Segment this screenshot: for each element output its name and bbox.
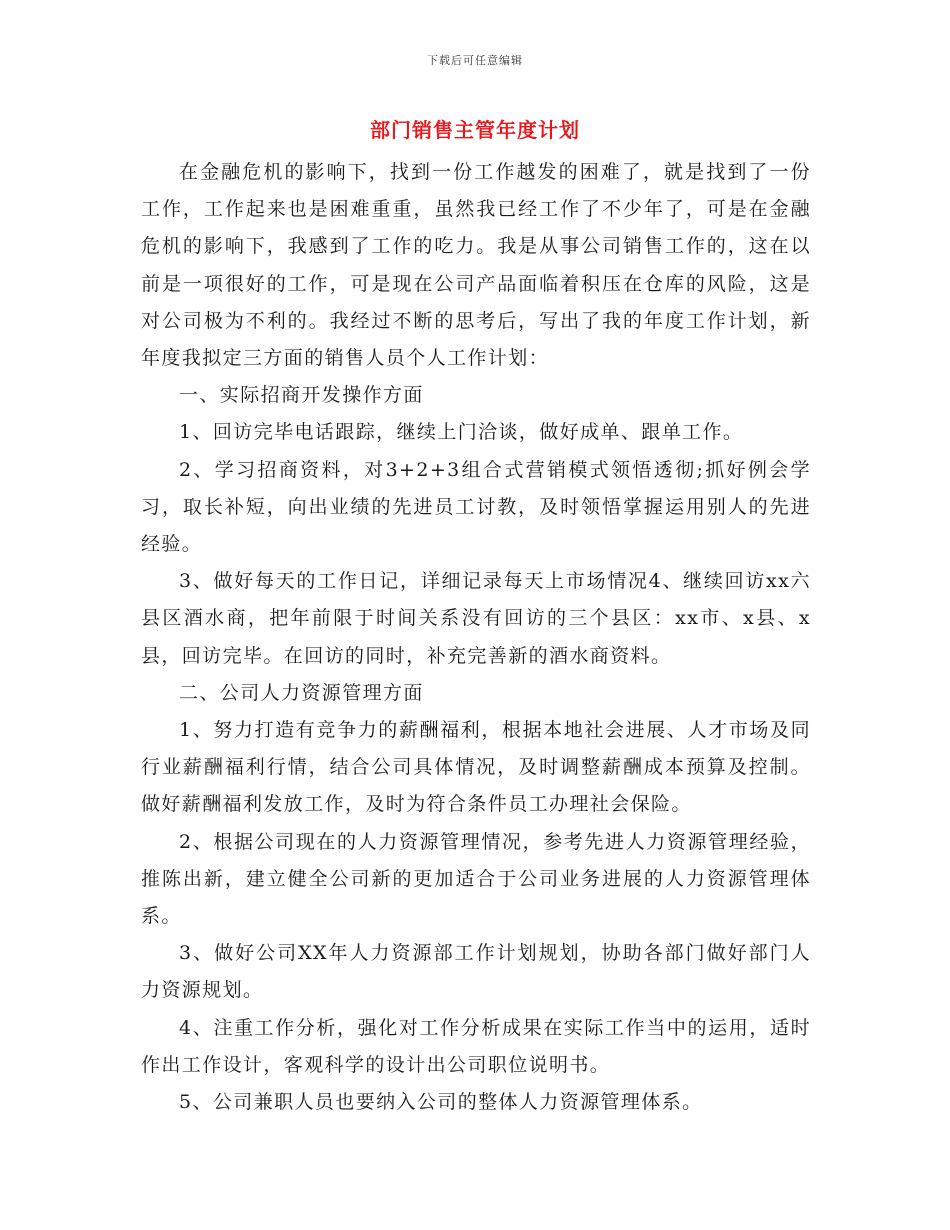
paragraph-intro: 在金融危机的影响下，找到一份工作越发的困难了，就是找到了一份工作，工作起来也是困难重重，虽然我已经工作了不少年了，可是在金融危机的影响下，我感到了工作的吃力。我是从事公司销售工作的，这在以前是一项很好的工作，可是现在公司产品面临着积压在仓库的风险，这是对公司极为不利的。我经过不断的思考后，写出了我的年度工作计划，新年度我拟定三方面的销售人员个人工作计划： <box>141 161 811 370</box>
document-body <box>141 154 811 1121</box>
header-note: 下载后可任意编辑 <box>427 54 523 67</box>
paragraph-item: 4、注重工作分析，强化对工作分析成果在实际工作当中的运用，适时作出工作设计，客观科学的设计出公司职位说明书。 <box>141 1016 811 1076</box>
paragraph-item: 3、做好每天的工作日记，详细记录每天上市场情况4、继续回访xx六县区酒水商，把年前限于时间关系没有回访的三个县区：xx市、x县、x县，回访完毕。在回访的同时，补充完善新的酒水商资料。 <box>141 570 811 667</box>
section-heading-hr: 二、公司人力资源管理方面 <box>179 681 424 704</box>
paragraph-item: 5、公司兼职人员也要纳入公司的整体人力资源管理体系。 <box>179 1091 703 1114</box>
document-title: 部门销售主管年度计划 <box>370 118 580 142</box>
paragraph-item: 3、做好公司XX年人力资源部工作计划规划，协助各部门做好部门人力资源规划。 <box>141 942 811 1002</box>
paragraph-item: 2、学习招商资料，对3+2+3组合式营销模式领悟透彻;抓好例会学习，取长补短，向出业绩的先进员工讨教，及时领悟掌握运用别人的先进经验。 <box>141 458 811 556</box>
paragraph-item: 1、回访完毕电话跟踪，继续上门洽谈，做好成单、跟单工作。 <box>179 421 744 444</box>
paragraph-item: 1、努力打造有竞争力的薪酬福利，根据本地社会进展、人才市场及同行业薪酬福利行情，结合公司具体情况，及时调整薪酬成本预算及控制。做好薪酬福利发放工作，及时为符合条件员工办理社会保险。 <box>141 719 811 816</box>
paragraph-item: 2、根据公司现在的人力资源管理情况，参考先进人力资源管理经验，推陈出新，建立健全公司新的更加适合于公司业务进展的人力资源管理体系。 <box>141 830 811 928</box>
section-heading-investment: 一、实际招商开发操作方面 <box>179 384 424 407</box>
